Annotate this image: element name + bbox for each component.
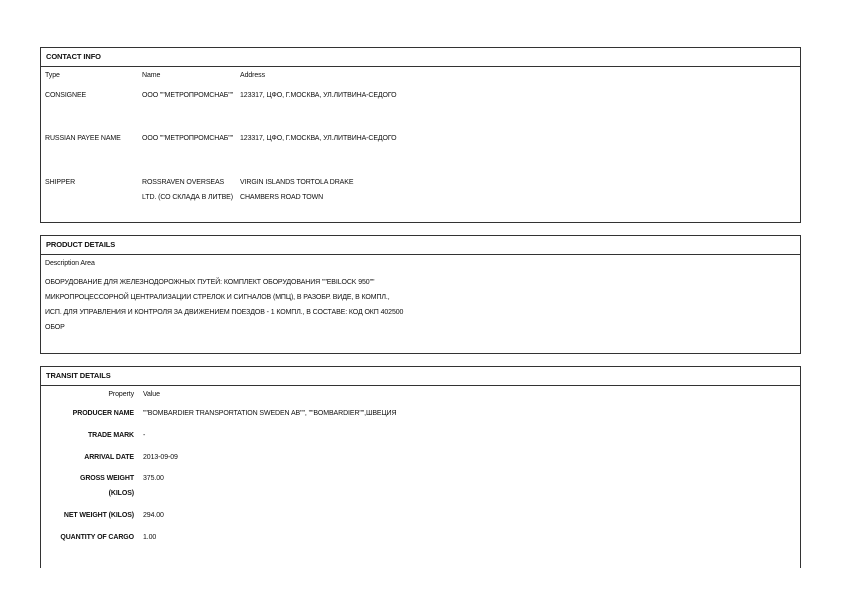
product-details-section <box>40 235 801 354</box>
column-header-name: Name <box>142 72 161 79</box>
contact-info-section <box>40 47 801 223</box>
column-header-property: Property <box>108 391 134 398</box>
property-value: 2013-09-09 <box>143 454 178 461</box>
property-label: QUANTITY OF CARGO <box>60 534 134 541</box>
product-description: ОБОРУДОВАНИЕ ДЛЯ ЖЕЛЕЗНОДОРОЖНЫХ ПУТЕЙ: КОМПЛЕКТ ОБОРУДОВАНИЯ ""EBILOCK 950"" МИКРОПРОЦЕССОРНОЙ ЦЕНТРАЛИЗАЦИИ СТРЕЛОК И СИГНАЛОВ (МПЦ), В РАЗОБР. ВИДЕ, В КОМПЛ., ИСП. ДЛЯ УПРАВЛЕНИЯ И КОНТРОЛЯ ЗА ДВИЖЕНИЕМ ПОЕЗДОВ - 1 КОМПЛ., В СОСТАВЕ: КОД ОКП 402500 ОБОР <box>45 279 404 331</box>
contact-type: RUSSIAN PAYEE NAME <box>45 135 121 142</box>
transit-details-section <box>40 366 801 568</box>
contact-name: ООО ""МЕТРОПРОМСНАБ"" <box>142 135 234 142</box>
property-value: 1.00 <box>143 534 157 541</box>
contact-type: SHIPPER <box>45 179 76 186</box>
column-header-value: Value <box>143 391 160 398</box>
property-value: 375.00 <box>143 475 164 482</box>
section-title: CONTACT INFO <box>41 48 800 67</box>
contact-address: 123317, ЦФО, Г.МОСКВА, УЛ.ЛИТВИНА-СЕДОГО <box>240 135 397 142</box>
property-label: PRODUCER NAME <box>72 410 134 417</box>
section-title: TRANSIT DETAILS <box>41 367 800 386</box>
property-label: GROSS WEIGHT (KILOS) <box>79 475 134 497</box>
section-title: PRODUCT DETAILS <box>41 236 800 255</box>
property-value: ""BOMBARDIER TRANSPORTATION SWEDEN AB"", ""BOMBARDIER"",ШВЕЦИЯ <box>143 410 397 417</box>
contact-name: ООО ""МЕТРОПРОМСНАБ"" <box>142 92 234 99</box>
contact-address: VIRGIN ISLANDS TORTOLA DRAKE CHAMBERS ROAD TOWN <box>240 179 354 201</box>
property-value: - <box>143 432 146 439</box>
property-label: NET WEIGHT (KILOS) <box>63 512 134 519</box>
contact-address: 123317, ЦФО, Г.МОСКВА, УЛ.ЛИТВИНА-СЕДОГО <box>240 92 397 99</box>
column-header-type: Type <box>45 72 60 79</box>
contact-name: ROSSRAVEN OVERSEAS LTD. (СО СКЛАДА В ЛИТВЕ) <box>142 179 233 201</box>
property-value: 294.00 <box>143 512 164 519</box>
property-label: TRADE MARK <box>87 432 134 439</box>
column-header-address: Address <box>240 72 265 79</box>
description-label: Description Area <box>45 260 95 267</box>
contact-type: CONSIGNEE <box>45 92 87 99</box>
property-label: ARRIVAL DATE <box>84 454 134 461</box>
